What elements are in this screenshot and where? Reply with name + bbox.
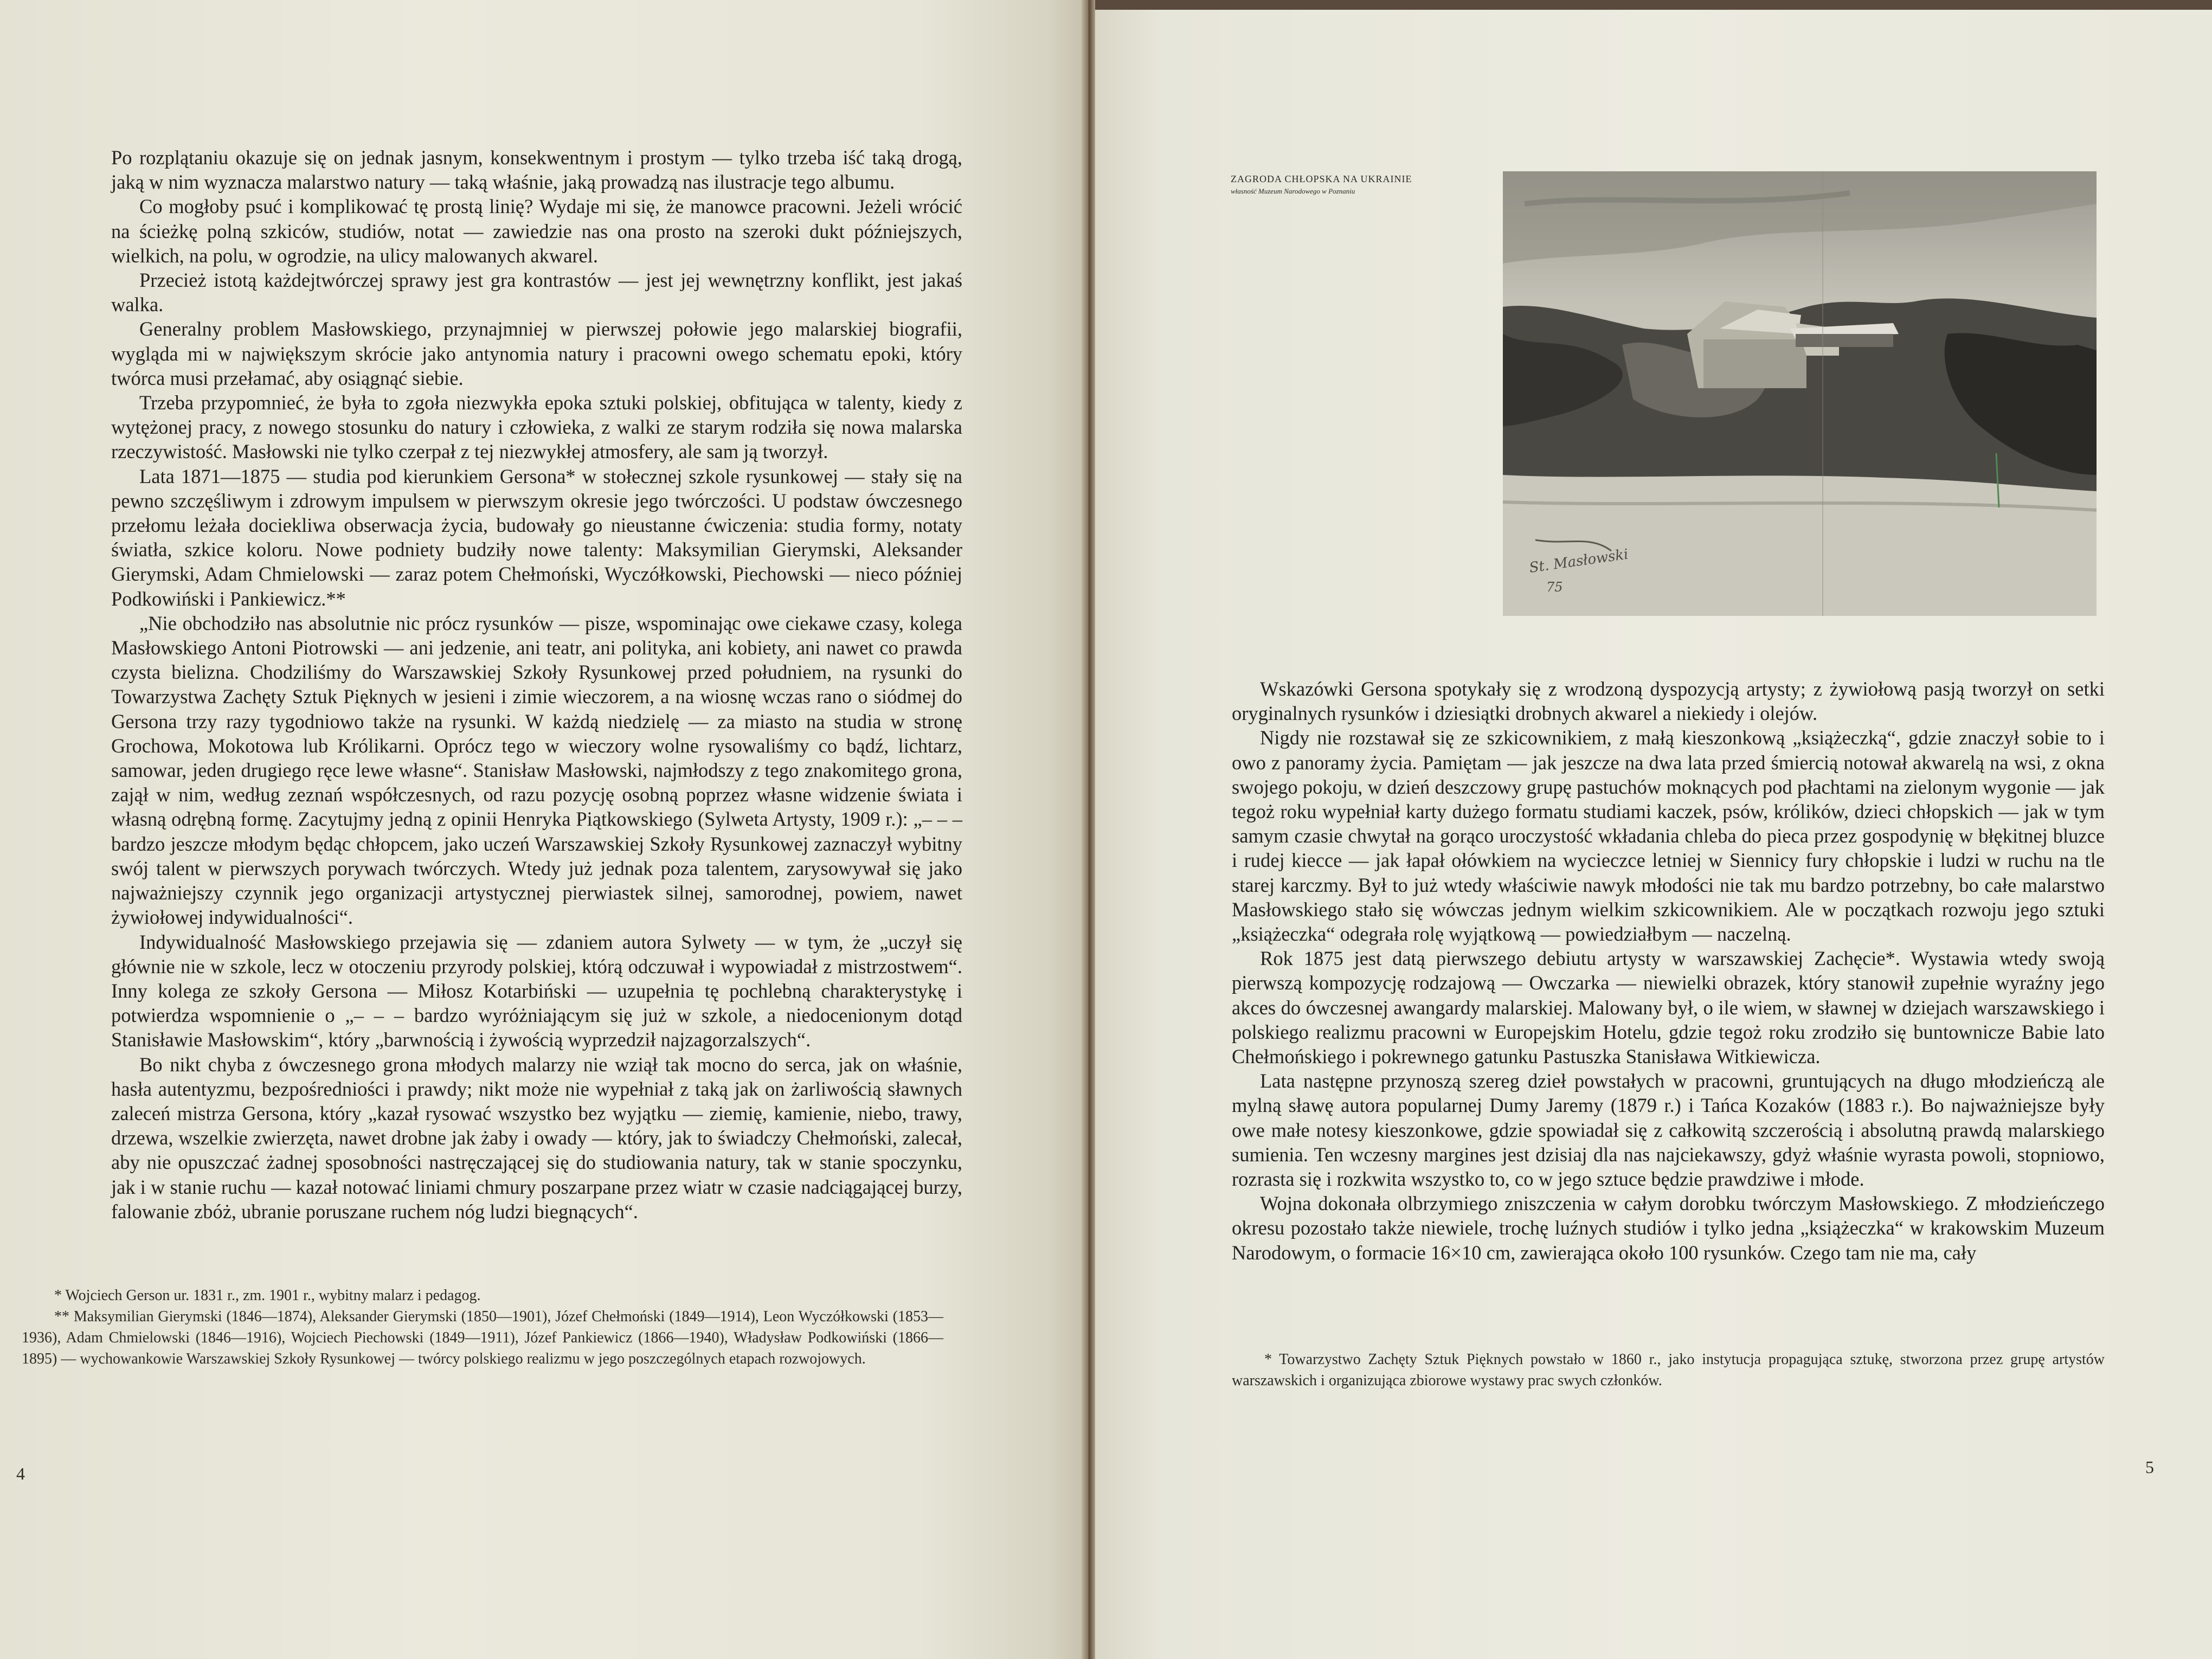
left-paragraph-4: Generalny problem Masłowskiego, przynajmniej w pierwszej połowie jego malarskiej biografii, wygląda mi w największym skrócie jako antynomia natury i pracowni owego schematu epoki, który twórca musi przełamać, aby osiągnąć siebie.: [111, 318, 962, 389]
left-body-text: [111, 145, 962, 1224]
right-page: [1095, 10, 2212, 1659]
left-footnotes: [22, 1285, 943, 1369]
right-footnote-1: * Towarzystwo Zachęty Sztuk Pięknych powstało w 1860 r., jako instytucja propagująca sztukę, stworzona przez grupę artystów warszawskich i organizująca zbiorowe wystawy prac swych członków.: [1232, 1351, 2105, 1389]
illustration-peasant-farmstead: [1503, 171, 2097, 616]
right-paragraph-5: Wojna dokonała olbrzymiego zniszczenia w całym dorobku twórczym Masłowskiego. Z młodzieńczego okresu pozostało także niewiele, trochę luźnych studiów i tylko jedna „książeczka“ w krakowskim Muzeum Narodowym, o formacie 16×10 cm, zawierająca około 100 rysunków. Czego tam nie ma, cały: [1232, 1192, 2105, 1264]
left-paragraph-6: Lata 1871—1875 — studia pod kierunkiem Gersona* w stołecznej szkole rysunkowej — stały się na pewno szczęśliwym i zdrowym impulsem w pierwszym okresie jego twórczości. U podstaw ówczesnego przełomu leżała dociekliwa obserwacja życia, budowały go nieustanne ćwiczenia: studia formy, notaty światła, szkice koloru. Nowe podniety budziły nowe talenty: Maksymilian Gierymski, Aleksander Gierymski, Adam Chmielowski — zaraz potem Chełmoński, Wyczółkowski, Piechowski — nieco później Podkowiński i Pankiewicz.**: [111, 465, 962, 610]
left-paragraph-3: Przecież istotą każdejtwórczej sprawy jest gra kontrastów — jest jej wewnętrzny konflikt, jest jakaś walka.: [111, 269, 962, 316]
right-paragraph-4: Lata następne przynoszą szereg dzieł powstałych w pracowni, gruntujących na długo młodzieńczą ale mylną sławę autora popularnej Dumy Jaremy (1879 r.) i Tańca Kozaków (1883 r.). Bo najważniejsze były owe małe notesy kieszonkowe, gdzie spowiadał się z całkowitą szczerością i absolutną prawdą malarskiego sumienia. Ten wczesny margines jest dzisiaj dla nas najciekawszy, gdyż właśnie wyrasta powoli, stopniowo, rozrasta się i rozkwita wszystko to, co w jego sztuce będzie prawdziwe i młode.: [1232, 1070, 2105, 1191]
svg-text:St. Masłowski: St. Masłowski: [1528, 546, 1630, 576]
right-paragraph-3: Rok 1875 jest datą pierwszego debiutu artysty w warszawskiej Zachęcie*. Wystawia wtedy swoją pierwszą kompozycję rodzajową — Owczarka — niewielki obrazek, który stanowił zupełnie wyraźny jego akces do ówczesnej awangardy malarskiej. Malowany był, o ile wiem, w sławnej w dziejach warszawskiego i polskiego realizmu pracowni w Europejskim Hotelu, gdzie tegoż roku zrodziło się buntownicze Babie lato Chełmońskiego i pokrewnego gatunku Pastuszka Stanisława Witkiewicza.: [1232, 947, 2105, 1068]
right-page-number: 5: [2145, 1457, 2154, 1477]
right-footnote: [1232, 1349, 2105, 1391]
book-spine: [1082, 0, 1095, 1659]
caption-subtitle: własność Muzeum Narodowego w Poznaniu: [1231, 187, 1355, 195]
right-paragraph-1: Wskazówki Gersona spotykały się z wrodzoną dyspozycją artysty; z żywiołową pasją tworzył on setki oryginalnych rysunków i dziesiątki drobnych akwarel a niekiedy i olejów.: [1232, 678, 2105, 725]
left-page-number: 4: [16, 1464, 25, 1483]
left-paragraph-8: Indywidualność Masłowskiego przejawia się — zdaniem autora Sylwety — w tym, że „uczył się głównie nie w szkole, lecz w otoczeniu przyrody polskiej, którą odczuwał i wypowiadał z mistrzostwem“. Inny kolega ze szkoły Gersona — Miłosz Kotarbiński — uzupełnia tę pochlebną charakterystykę i potwierdza wspomnienie o „– – – bardzo wyróżniającym się już w szkole, a niedocenionym dotąd Stanisławie Masłowskim“, który „barwnością i żywością wyprzedził najzagorzalszych“.: [111, 930, 962, 1051]
farmstead-drawing: [1503, 171, 2097, 616]
left-page: [0, 0, 1082, 1659]
left-paragraph-5: Trzeba przypomnieć, że była to zgoła niezwykła epoka sztuki polskiej, obfitująca w talenty, kiedy z wytężonej pracy, z nowego stosunku do natury i człowieka, z walki ze starym rodziła się nowa malarska rzeczywistość. Masłowski nie tylko czerpał z tej niezwykłej atmosfery, ale sam ją tworzył.: [111, 391, 962, 463]
left-paragraph-2: Co mogłoby psuć i komplikować tę prostą linię? Wydaje mi się, że manowce pracowni. Jeżeli wrócić na ścieżkę polną szkiców, studiów, notat — zawiedzie nas ona prosto na szeroki dukt późniejszych, wielkich, na polu, w ogrodzie, na ulicy malowanych akwarel.: [111, 195, 962, 267]
left-paragraph-7: „Nie obchodziło nas absolutnie nic prócz rysunków — pisze, wspominając owe ciekawe czasy, kolega Masłowskiego Antoni Piotrowski — ani jedzenie, ani teatr, ani polityka, ani kobiety, ani nawet co prawda czysta bielizna. Chodziliśmy do Warszawskiej Szkoły Rysunkowej przed południem, na rysunki do Towarzystwa Zachęty Sztuk Pięknych w jesieni i zimie wieczorem, a na wiosnę wczas rano o siódmej do Gersona trzy razy tygodniowo także na rysunki. W każdą niedzielę — za miasto na studia w stronę Grochowa, Mokotowa lub Królikarni. Oprócz tego w wieczory wolne rysowaliśmy co bądź, lichtarz, samowar, jeden drugiego ręce lewe własne“. Stanisław Masłowski, najmłodszy z tego znakomitego grona, zajął w nim, według zeznań współczesnych, od razu pozycję osobną poprzez własne widzenie świata i własną odrębną formę. Zacytujmy jedną z opinii Henryka Piątkowskiego (Sylweta Artysty, 1909 r.): „– – – bardzo jeszcze młodym będąc chłopcem, jako uczeń Warszawskiej Szkoły Rysunkowej zaznaczył wybitny swój talent w pierwszych porywach twórczych. Wtedy już jednak poza talentem, zarysowywał się jako najważniejszy czynnik jego organizacji artystycznej pierwiastek silnej, samorodnej, powiem, nawet żywiołowej indywidualności“.: [111, 612, 962, 929]
svg-text:75: 75: [1546, 580, 1563, 595]
left-paragraph-9: Bo nikt chyba z ówczesnego grona młodych malarzy nie wziął tak mocno do serca, jak on właśnie, hasła autentyzmu, bezpośredniości i prawdy; nikt może nie wypełniał z taką jak on żarliwością sławnych zaleceń mistrza Gersona, który „kazał rysować wszystko bez wyjątku — ziemię, kamienie, niebo, trawy, drzewa, wszelkie zwierzęta, nawet drobne jak żaby i owady — który, jak to świadczy Chełmoński, zalecał, aby nie opuszczać żadnej sposobności nastręczającej się do studiowania natury, tak w stanie spoczynku, jak i w stanie ruchu — kazał notować liniami chmury poszarpane przez wiatr w czasie nadciągającej burzy, falowanie zbóż, ubranie poruszane ruchem nóg ludzi biegnących“.: [111, 1053, 962, 1223]
illustration-caption: [1231, 173, 1437, 196]
caption-title: ZAGRODA CHŁOPSKA NA UKRAINIE: [1231, 173, 1412, 184]
right-body-text: [1232, 677, 2105, 1265]
right-paragraph-2: Nigdy nie rozstawał się ze szkicownikiem, z małą kieszonkową „książeczką“, gdzie znaczył sobie to i owo z panoramy życia. Pamiętam — jak jeszcze na dwa lata przed śmiercią notował akwarelą na wsi, z okna swojego pokoju, w dzień deszczowy grupę pastuchów moknących pod płachtami na zielonym wygonie — jak tegoż roku wypełniał karty dużego formatu studiami kaczek, psów, królików, dzieci chłopskich — jak w tym samym czasie chwytał na gorąco uroczystość wkładania chleba do pieca przez gospodynię w błękitnej bluzce i rudej kiecce — jak łapał ołówkiem na wycieczce letniej w Siennicy fury chłopskie i ludzi w ruchu na tle starej karczmy. Był to już wtedy właściwie nawyk młodości nie tak mu bardzo potrzebny, bo całe malarstwo Masłowskiego stało się wówczas jednym wielkim szkicownikiem. Ale w początkach rozwoju jego sztuki „książeczka“ odegrała rolę wyjątkową — powiedziałbym — naczelną.: [1232, 726, 2105, 946]
left-paragraph-1: Po rozplątaniu okazuje się on jednak jasnym, konsekwentnym i prostym — tylko trzeba iść taką drogą, jaką w nim wyznacza malarstwo natury — taką właśnie, jaką prowadzą nas ilustracje tego albumu.: [111, 146, 962, 194]
left-footnote-2: ** Maksymilian Gierymski (1846—1874), Aleksander Gierymski (1850—1901), Józef Chełmoński (1849—1914), Leon Wyczółkowski (1853—1936), Adam Chmielowski (1846—1916), Wojciech Piechowski (1849—1911), Józef Pankiewicz (1866—1940), Władysław Podkowiński (1866—1895) — wychowankowie Warszawskiej Szkoły Rysunkowej — twórcy polskiego realizmu w jego poszczególnych etapach rozwojowych.: [22, 1308, 943, 1367]
left-footnote-1: * Wojciech Gerson ur. 1831 r., zm. 1901 r., wybitny malarz i pedagog.: [54, 1287, 481, 1304]
